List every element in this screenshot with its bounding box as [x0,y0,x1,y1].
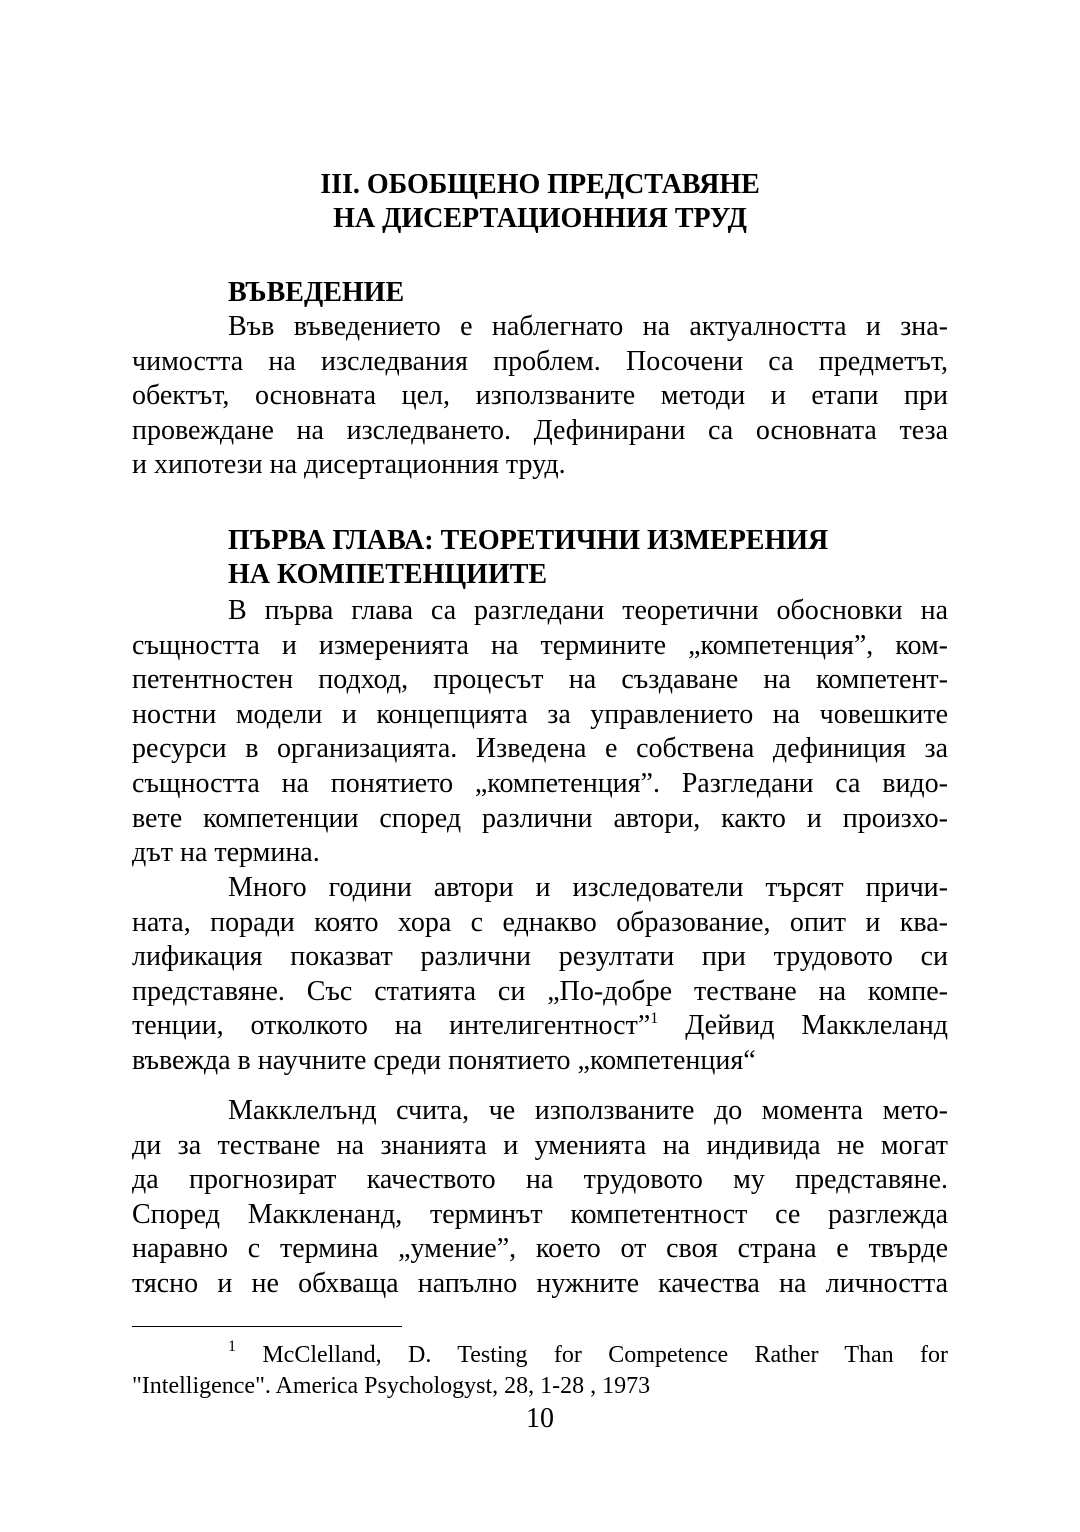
footnote [132,1340,948,1402]
chapter1-line: ресурси в организацията. Изведена е собствена дефиниция за [132,733,948,765]
section-title-line-1: III. ОБОБЩЕНО ПРЕДСТАВЯНЕ [320,169,760,200]
chapter1-line: ната, поради която хора с еднакво образование, опит и ква- [132,906,948,938]
chapter1-line: същността на понятието „компетенция”. Разгледани са видо- [132,767,948,799]
chapter1-line: Според Маккленанд, терминът компетентност се разглежда [132,1198,948,1230]
chapter1-line: същността и измеренията на термините „компетенция”, ком- [132,629,948,661]
chapter1-line: наравно с термина „умение”, което от своя страна е твърде [132,1233,948,1265]
document-page [132,0,948,1532]
footnote-marker: 1 [228,1338,236,1355]
chapter1-paragraph-3 [132,1094,948,1302]
intro-line: обектът, основната цел, използваните методи и етапи при [132,380,948,412]
chapter1-line: тясно и не обхваща напълно нужните качества на личността [132,1267,948,1299]
intro-heading: ВЪВЕДЕНИЕ [228,277,405,308]
chapter1-line-part: тенции, отколкото на интелигентност” [132,1010,651,1042]
intro-paragraph [132,310,948,483]
intro-line: Във въведението е наблегнато на актуалността и зна- [228,311,948,342]
chapter1-line: ди за тестване на знанията и уменията на индивида не могат [132,1129,948,1161]
intro-line: провеждане на изследването. Дефинирани са основната теза [132,414,948,446]
chapter1-line: петентностен подход, процесът на създаване на компетент- [132,664,948,696]
chapter1-line: представяне. Със статията си „По-добре тестване на компе- [132,975,948,1007]
footnote-separator [132,1326,402,1327]
chapter1-line: Макклелънд счита, че използваните до момента мето- [228,1095,948,1126]
chapter1-line: лификация показват различни резултати при трудовото си [132,941,948,973]
section-title-line-2: НА ДИСЕРТАЦИОННИЯ ТРУД [333,203,747,234]
chapter1-paragraph-1 [132,594,948,871]
chapter1-heading-line-2: НА КОМПЕТЕНЦИИТЕ [228,559,548,590]
chapter1-line-part: Дейвид Макклеланд [658,1010,948,1042]
chapter1-line: Много години автори и изследователи търсят причи- [228,872,948,903]
footnote-reference: 1 [650,1010,659,1028]
footnote-text: McClelland, D. Testing for Competence Rather Than for [262,1342,949,1368]
section-title [132,168,948,236]
intro-line: чимостта на изследвания проблем. Посочени са предметът, [132,345,948,377]
footnote-line-2: "Intelligence". America Psychologyst, 28, 1-28 , 1973 [132,1373,651,1399]
intro-line: и хипотези на дисертационния труд. [132,449,566,481]
chapter1-heading-line-1: ПЪРВА ГЛАВА: ТЕОРЕТИЧНИ ИЗМЕРЕНИЯ [228,525,829,556]
chapter1-paragraph-2 [132,871,948,1079]
chapter1-line-with-footnote [132,1009,948,1044]
footnote-line-1 [132,1340,948,1371]
chapter1-line: вете компетенции според различни автори, както и произхо- [132,802,948,834]
chapter1-line: дът на термина. [132,837,320,869]
chapter1-line: В първа глава са разгледани теоретични обосновки на [228,595,948,626]
chapter1-line: да прогнозират качеството на трудовото му представяне. [132,1164,948,1196]
chapter1-line: въвежда в научните среди понятието „компетенция“ [132,1044,756,1076]
page-number: 10 [526,1403,554,1434]
chapter1-line: ностни модели и концепцията за управлението на човешките [132,698,948,730]
